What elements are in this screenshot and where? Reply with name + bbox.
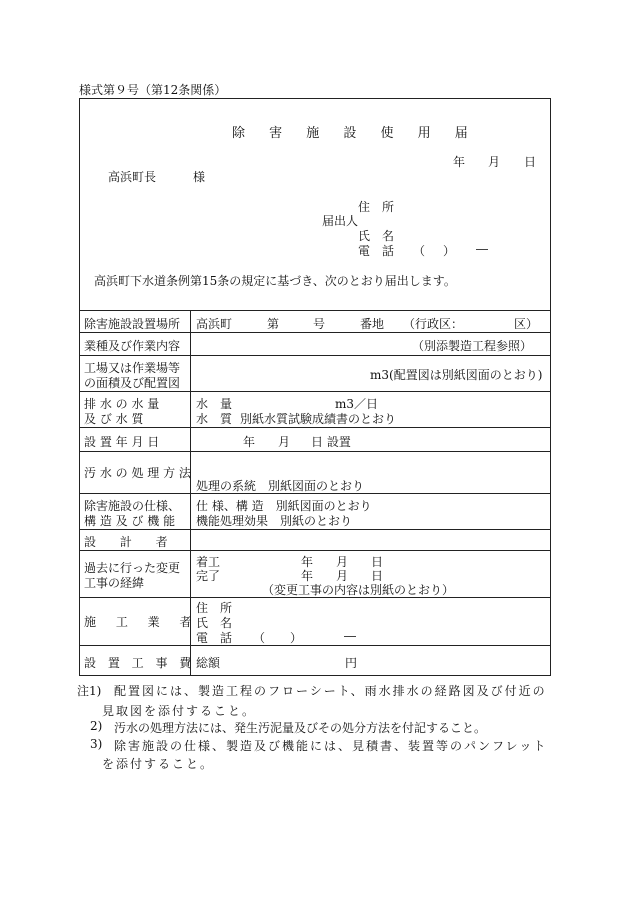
row-divider: [79, 550, 551, 551]
note-3-line-2: を添付すること。: [102, 757, 215, 771]
note-2-marker: 2): [90, 719, 103, 733]
row-divider: [79, 355, 551, 356]
water-quality-label: 水 質: [196, 412, 233, 426]
location-go: 号: [313, 317, 326, 331]
designer-label: 設 計 者: [84, 535, 178, 549]
water-label-2-text: 及 び 水 質: [84, 412, 144, 426]
addressee-suffix: 様: [193, 170, 206, 184]
treatment-value: 処理の系統 別紙図面のとおり: [196, 479, 365, 493]
contractor-phone-dash: ―: [344, 629, 356, 643]
factory-label-2: の面積及び配置図: [84, 376, 181, 390]
applicant-phone-close: ）: [443, 244, 456, 258]
factory-label-1: 工場又は作業場等: [84, 361, 181, 375]
applicant-label: 届出人: [322, 214, 359, 228]
cost-unit: 円: [345, 656, 358, 670]
contractor-address-label: 住 所: [196, 601, 233, 615]
changes-start-label: 着工: [196, 555, 221, 569]
water-volume-unit: m3／日: [335, 397, 379, 411]
location-town: 高浜町: [196, 317, 233, 331]
date-day: 日: [524, 155, 537, 169]
treatment-label: 汚 水 の 処 理 方 法: [84, 466, 191, 480]
contractor-phone-close: ）: [290, 631, 303, 645]
location-label: 除害施設設置場所: [84, 317, 181, 331]
addressee-name: 高浜町長: [108, 170, 157, 184]
applicant-phone-dash: ―: [476, 242, 488, 256]
location-dai: 第: [267, 317, 280, 331]
water-label-1-text: 排 水 の 水 量: [84, 397, 160, 411]
note-1-line-1: 配置図には、製造工程のフローシート、雨水排水の経路図及び付近の: [114, 684, 547, 698]
changes-complete-label: 完了: [196, 569, 221, 583]
contractor-phone-label: 電 話: [196, 631, 233, 645]
note-3-marker: 3): [90, 737, 103, 751]
note-2-text: 汚水の処理方法には、発生汚泥量及びその処分方法を付記すること。: [114, 721, 487, 735]
changes-label-1: 過去に行った変更: [84, 561, 181, 575]
changes-start-month: 月: [336, 555, 349, 569]
applicant-phone-label: 電 話: [358, 244, 395, 258]
row-divider: [79, 645, 551, 646]
factory-value: m3(配置図は別紙図面のとおり): [370, 368, 543, 382]
date-month: 月: [488, 155, 501, 169]
water-label-2: [84, 410, 184, 427]
business-label: 業種及び作業内容: [84, 339, 181, 353]
changes-note: （変更工事の内容は別紙のとおり）: [262, 583, 455, 597]
applicant-address-label: 住 所: [358, 200, 395, 214]
install-date-label: 設 置 年 月 日: [84, 435, 160, 449]
water-quality-value: 別紙水質試験成績書のとおり: [240, 412, 397, 426]
spec-label-1: 除害施設の仕様、: [84, 499, 181, 513]
spec-label-2: 構 造 及 び 機 能: [84, 514, 176, 528]
row-divider: [79, 427, 551, 428]
row-divider: [79, 310, 551, 311]
changes-start-day: 日: [371, 555, 384, 569]
date-year: 年: [453, 155, 466, 169]
row-divider: [79, 529, 551, 530]
cost-total-label: 総額: [196, 656, 221, 670]
cost-label: 設 置 工 事 費: [84, 656, 196, 670]
changes-label-2: 工事の経緯: [84, 576, 145, 590]
note-1-marker: 注1): [77, 684, 102, 698]
install-date-year: 年: [243, 435, 256, 449]
business-value: （別添製造工程参照）: [412, 339, 533, 353]
contractor-phone-open: （: [253, 631, 266, 645]
location-ward-open: （行政区：: [403, 317, 464, 331]
applicant-phone-open: （: [413, 244, 426, 258]
row-divider: [79, 451, 551, 452]
water-volume-label: 水 量: [196, 397, 233, 411]
applicant-name-label: 氏 名: [358, 229, 395, 243]
note-3-line-1: 除害施設の仕様、製造及び機能には、見積書、装置等のパンフレット: [114, 739, 548, 753]
install-date-month: 月: [278, 435, 291, 449]
row-divider: [79, 391, 551, 392]
row-divider: [79, 332, 551, 333]
location-ward-close: 区）: [514, 317, 539, 331]
spec-line-2: 機能処理効果 別紙のとおり: [196, 514, 353, 528]
install-date-day: 日 設置: [311, 435, 351, 449]
contractor-name-label: 氏 名: [196, 616, 233, 630]
form-number: 様式第９号（第12条関係）: [79, 83, 227, 97]
location-banchi: 番地: [360, 317, 385, 331]
changes-complete-day: 日: [371, 569, 384, 583]
intro-text: 高浜町下水道条例第15条の規定に基づき、次のとおり届出します。: [94, 274, 456, 288]
form-title: 除 害 施 設 使 用 届: [232, 126, 478, 141]
changes-complete-year: 年: [301, 569, 314, 583]
spec-line-1: 仕 様、構 造 別紙図面のとおり: [196, 499, 372, 513]
changes-complete-month: 月: [336, 569, 349, 583]
changes-start-year: 年: [301, 555, 314, 569]
note-1-line-2: 見取図を添付すること。: [102, 704, 257, 718]
contractor-label: 施 工 業 者: [84, 615, 200, 629]
